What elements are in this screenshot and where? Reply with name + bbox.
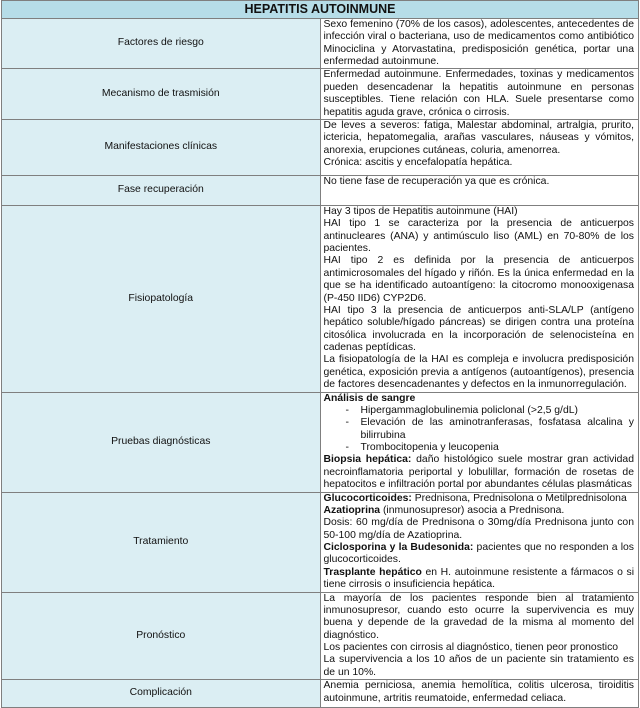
trat-glucocorticoides: [324, 493, 635, 505]
trat-l2-text: (inmunosupresor) asocia a Prednisona.: [380, 504, 565, 516]
list-item: - Elevación de las aminotranferasas, fosfatasa alcalina y bilirrubina: [346, 417, 635, 442]
fisio-p5: La fisiopatología de la HAI es compleja e involucra predisposición genética, exposición previa a antígenos (autoantígenos), presencia de factores desencadenantes y defectos en la inmunorregulación.: [323, 354, 634, 391]
row-pruebas: [2, 392, 639, 492]
trat-l2-bold: Azatioprina: [323, 504, 381, 516]
trat-l4-bold: Ciclosporina y la Budesonida:: [323, 542, 474, 553]
label-fase: Fase recuperación: [2, 175, 321, 205]
row-mecanismo: [2, 69, 639, 120]
label-mecanismo: Mecanismo de trasmisión: [2, 69, 321, 120]
trat-l5-bold: Trasplante hepático: [323, 566, 422, 578]
title-row: [2, 1, 639, 19]
pronostico-p1: La mayoría de los pacientes responde bien al tratamiento inmunosupresor, cuando esto ocurre la supervivencia es muy buena y depende de la gravedad de la misma al momento del diagnóstico.: [323, 592, 634, 641]
content-fisiopatologia: [320, 205, 639, 392]
manifestaciones-text: De leves a severos: fatiga, Malestar abdominal, artralgia, prurito, ictericia, hepatomegalia, arañas vasculares, náuseas y vómitos, anorexia, erupciones cutáneas, coluria, amenorrea.: [323, 119, 634, 156]
content-fase: No tiene fase de recuperación ya que es crónica.: [320, 175, 639, 205]
content-pronostico: [320, 592, 639, 680]
row-fisiopatologia: [2, 205, 639, 392]
label-complicacion: Complicación: [2, 680, 321, 708]
trat-ciclosporina: [324, 542, 635, 567]
trat-trasplante: [324, 567, 635, 592]
biopsia-text: daño histológico suele mostrar gran actividad necroinflamatoria periportal y lobulillar, formación de rosetas de hepatocitos e infiltración portal por abundantes células plasmáticas: [323, 454, 634, 491]
manifestaciones-cronica: Crónica: ascitis y encefalopatía hepática.: [323, 157, 513, 168]
trat-l5-text: en H. autoinmune resistente a fármacos o si tiene cirrosis o insuficiencia hepática.: [323, 566, 635, 591]
fisio-p3: HAI tipo 2 es definida por la presencia de anticuerpos antimicrosomales del hígado y riñón. Es la única enfermedad en la que se ha identificado autoantígeno: la citocromo monooxigenasa (P-450 IID6) CYP2D6.: [323, 255, 634, 304]
biopsia-label: Biopsia hepática:: [323, 454, 412, 466]
label-fisiopatologia: Fisiopatología: [2, 205, 321, 392]
label-factores-riesgo: Factores de riesgo: [2, 18, 321, 69]
content-mecanismo: Enfermedad autoinmune. Enfermedades, toxinas y medicamentos pueden desencadenar la hepatitis autoinmune en personas susceptibles. Tiene relación con HLA. Suele presentarse como hepatitis aguda grave, crónica o cirrosis.: [320, 69, 639, 120]
row-complicacion: [2, 680, 639, 708]
fisio-p2: HAI tipo 1 se caracteriza por la presencia de anticuerpos antinucleares (ANA) y antimúsculo liso (AML) en 70-80% de los pacientes.: [323, 218, 634, 254]
pruebas-heading: Análisis de sangre: [323, 392, 416, 404]
content-pruebas: [320, 392, 639, 492]
list-item: - Trombocitopenia y leucopenia: [346, 442, 635, 454]
fisio-p4: HAI tipo 3 la presencia de anticuerpos anti-SLA/LP (antígeno hepático soluble/hígado páncreas) se dirigen contra una proteína citosólica involucrada en la incorporación de selenocisteína en cadenas peptídicas.: [323, 304, 634, 353]
content-tratamiento: [320, 492, 639, 592]
label-manifestaciones: Manifestaciones clínicas: [2, 119, 321, 175]
fisio-p1: Hay 3 tipos de Hepatitis autoinmune (HAI): [323, 205, 518, 217]
label-pruebas: Pruebas diagnósticas: [2, 392, 321, 492]
list-item: - Hipergammaglobulinemia policlonal (>2,5 g/dL): [346, 405, 635, 417]
trat-azatioprina: [324, 505, 635, 517]
row-pronostico: [2, 592, 639, 680]
table-title: HEPATITIS AUTOINMUNE: [2, 1, 639, 19]
row-fase: [2, 175, 639, 205]
content-complicacion: Anemia perniciosa, anemia hemolítica, colitis ulcerosa, tiroiditis autoinmune, artritis reumatoide, enfermedad celiaca.: [320, 680, 639, 708]
content-manifestaciones: [320, 119, 639, 175]
row-manifestaciones: [2, 119, 639, 175]
hepatitis-table: [1, 0, 639, 708]
label-tratamiento: Tratamiento: [2, 492, 321, 592]
trat-l4-text: pacientes que no responden a los glucocorticoides.: [323, 542, 634, 566]
biopsia-paragraph: [324, 454, 635, 491]
row-tratamiento: [2, 492, 639, 592]
row-factores-riesgo: [2, 18, 639, 69]
trat-l1-text: Prednisona, Prednisolona o Metilprednisolona: [411, 492, 627, 504]
pronostico-p3: La supervivencia a los 10 años de un paciente sin tratamiento es de un 10%.: [323, 654, 634, 678]
trat-l1-bold: Glucocorticoides:: [323, 492, 412, 504]
content-factores-riesgo: Sexo femenino (70% de los casos), adolescentes, antecedentes de infección viral o bacteriana, uso de medicamentos como antibiótico Minociclina y Atorvastatina, predisposición genética, portar una enfermedad autoinmune.: [320, 18, 639, 69]
label-pronostico: Pronóstico: [2, 592, 321, 680]
trat-dosis: Dosis: 60 mg/día de Prednisona o 30mg/día Prednisona junto con 50-100 mg/día de Azatioprina.: [323, 517, 634, 541]
pronostico-p2: Los pacientes con cirrosis al diagnóstico, tienen peor pronostico: [323, 642, 619, 653]
pruebas-list: [324, 405, 635, 455]
